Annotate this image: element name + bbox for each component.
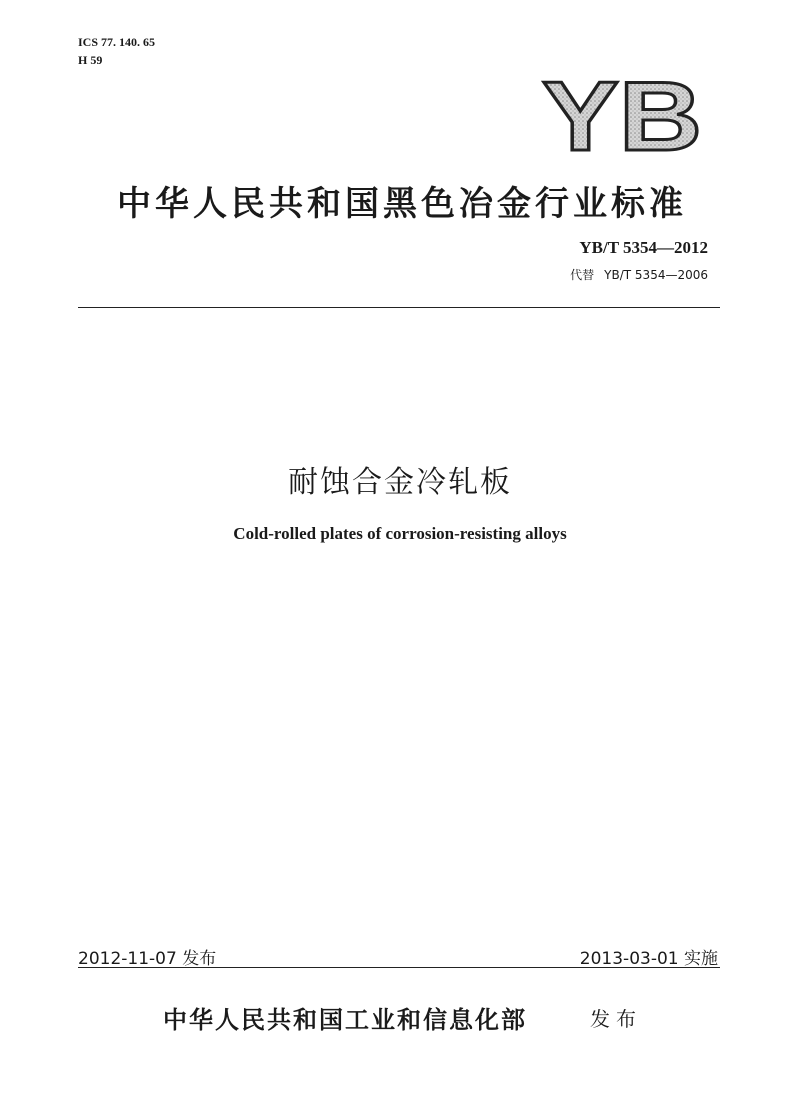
issue-verb: 发布 bbox=[590, 1007, 642, 1031]
publish-date: 2012-11-07 发布 bbox=[78, 949, 217, 969]
standard-number: YB/T 5354—2012 bbox=[579, 238, 708, 257]
replaces-line bbox=[570, 266, 708, 283]
document-title-cn: 耐蚀合金冷轧板 bbox=[288, 465, 512, 500]
issuer: 中华人民共和国工业和信息化部 bbox=[163, 1006, 527, 1034]
implement-date: 2013-03-01 实施 bbox=[579, 949, 718, 969]
ics-code: ICS 77. 140. 65 bbox=[78, 35, 156, 49]
yb-logo-text: YB bbox=[542, 72, 702, 158]
classification-code: H 59 bbox=[78, 53, 103, 67]
document-title-en: Cold-rolled plates of corrosion-resisting alloys bbox=[233, 524, 567, 543]
header-divider bbox=[78, 307, 720, 308]
standard-category: 中华人民共和国黑色冶金行业标准 bbox=[117, 184, 687, 224]
replaces-label: 代替 bbox=[570, 268, 595, 282]
footer-divider bbox=[78, 967, 720, 968]
ics-block bbox=[78, 33, 155, 69]
yb-logo bbox=[538, 72, 706, 158]
replaces-number: YB/T 5354—2006 bbox=[604, 268, 708, 282]
